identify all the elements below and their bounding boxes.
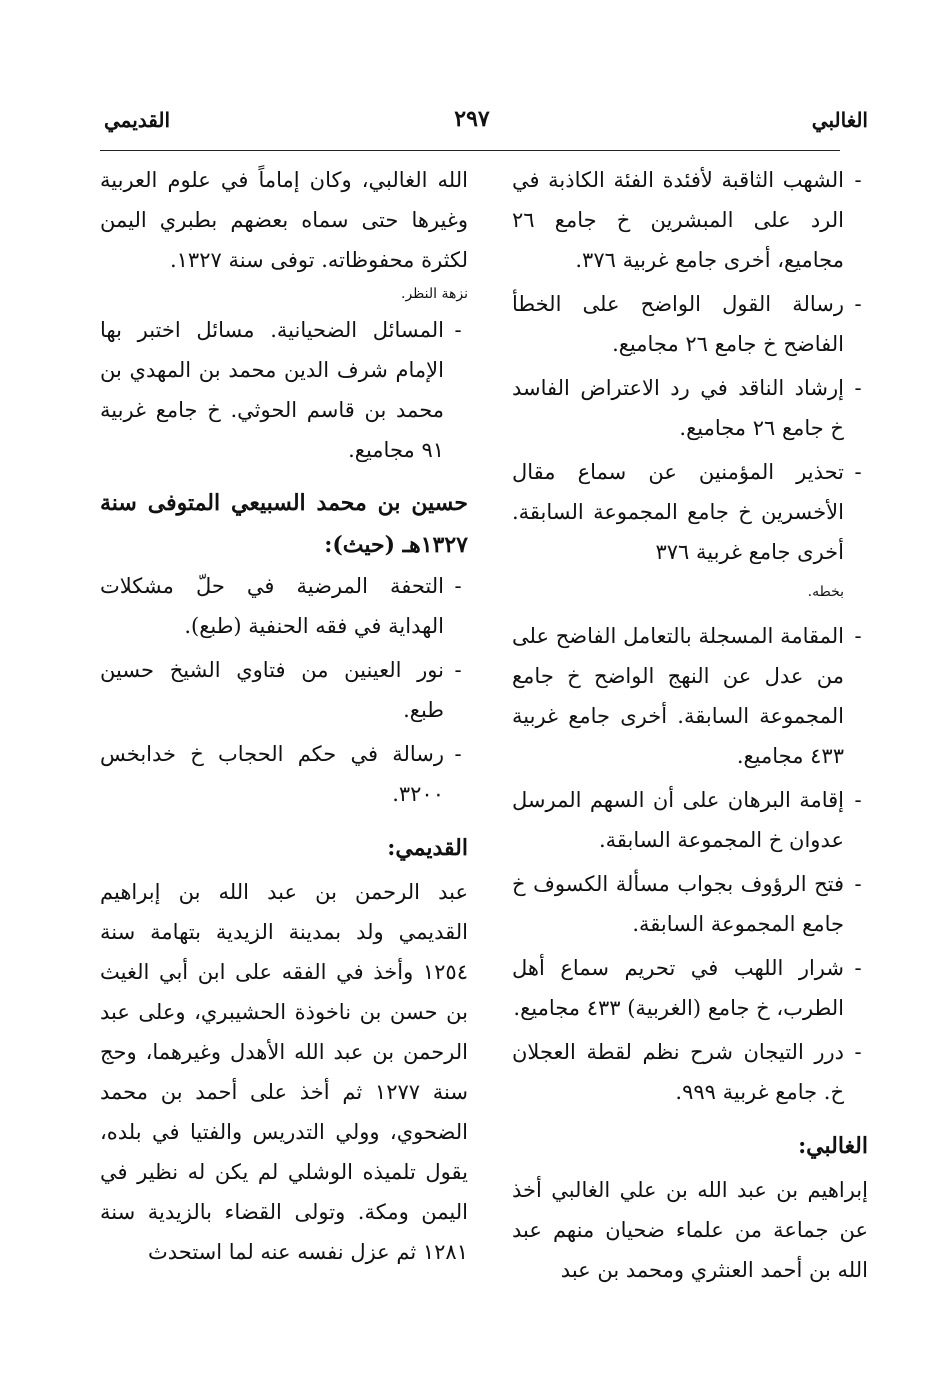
section-paragraph: إبراهيم بن عبد الله بن علي الغالبي أخذ عن جماعة من علماء ضحيان منهم عبد الله بن أحمد العنثري ومحمد بن عبد <box>512 1178 868 1282</box>
list-item <box>512 160 868 280</box>
entry-text: نور العينين من فتاوي الشيخ حسين طبع. <box>100 658 444 722</box>
page-number: ٢٩٧ <box>454 106 490 132</box>
list-item <box>100 566 468 646</box>
entry-text: إقامة البرهان على أن السهم المرسل عدوان خ المجموعة السابقة. <box>512 788 844 852</box>
bullet-dash: - <box>854 624 862 648</box>
bullet-dash: - <box>454 574 462 598</box>
list-item <box>512 1032 868 1112</box>
bullet-dash: - <box>454 658 462 682</box>
running-header-right: الغالبي <box>811 108 868 132</box>
person-heading: حسين بن محمد السبيعي المتوفى سنة ١٣٢٧هـ (حيث): <box>100 490 468 558</box>
running-header-left: القديمي <box>104 108 171 132</box>
entry-text: إرشاد الناقد في رد الاعتراض الفاسد خ جامع ٢٦ مجاميع. <box>512 376 844 440</box>
list-item <box>512 948 868 1028</box>
bullet-dash: - <box>854 1040 862 1064</box>
bullet-dash: - <box>854 788 862 812</box>
entry-note: بخطه. <box>807 584 844 600</box>
list-item <box>512 368 868 448</box>
bullet-dash: - <box>854 460 862 484</box>
bullet-dash: - <box>854 168 862 192</box>
entry-text: المسائل الضحيانية. مسائل اختبر بها الإمام شرف الدين محمد بن المهدي بن محمد بن قاسم الحوثي. خ جامع غربية ٩١ مجاميع. <box>100 318 444 462</box>
section-heading: الغالبي: <box>798 1133 868 1159</box>
list-item <box>100 650 468 730</box>
list-item <box>512 780 868 860</box>
left-column <box>100 160 468 1272</box>
source-note: نزهة النظر. <box>401 286 468 302</box>
entry-text: شرار اللهب في تحريم سماع أهل الطرب، خ جامع (الغربية) ٤٣٣ مجاميع. <box>512 956 844 1020</box>
list-item <box>100 310 468 470</box>
header-rule <box>100 150 840 151</box>
bullet-dash: - <box>854 872 862 896</box>
bullet-dash: - <box>854 292 862 316</box>
list-item <box>100 734 468 814</box>
bullet-dash: - <box>854 956 862 980</box>
section-paragraph: عبد الرحمن بن عبد الله بن إبراهيم القديمي ولد بمدينة الزيدية بتهامة سنة ١٢٥٤ وأخذ في الفقه على ابن أبي الغيث بن حسن بن ناخوذة الحشيبري، وعلى عبد الرحمن بن عبد الله الأهدل وغيرهما، وحج سنة ١٢٧٧ ثم أخذ على أحمد بن محمد الضحوي، وولي التدريس والفتيا في بلده، يقول تلميذه الوشلي لم يكن له نظير في اليمن ومكة. وتولى القضاء بالزيدية سنة ١٢٨١ ثم عزل نفسه عنه لما استحدث <box>100 880 468 1264</box>
entry-text: درر التيجان شرح نظم لقطة العجلان خ. جامع غربية ٩٩٩. <box>512 1040 844 1104</box>
list-item <box>512 452 868 612</box>
entry-text: رسالة في حكم الحجاب خ خدابخس ٣٢٠٠. <box>100 742 444 806</box>
entry-text: رسالة القول الواضح على الخطأ الفاضح خ جامع ٢٦ مجاميع. <box>512 292 844 356</box>
entry-text: تحذير المؤمنين عن سماع مقال الأخسرين خ جامع المجموعة السابقة. أخرى جامع غربية ٣٧٦ <box>512 460 844 564</box>
entry-text: الشهب الثاقبة لأفئدة الفئة الكاذبة في الرد على المبشرين خ جامع ٢٦ مجاميع، أخرى جامع غربية ٣٧٦. <box>512 168 844 272</box>
list-item <box>512 864 868 944</box>
bullet-dash: - <box>454 742 462 766</box>
intro-paragraph: الله الغالبي، وكان إماماً في علوم العربية وغيرها حتى سماه بعضهم بطبري اليمن لكثرة محفوظاته. توفى سنة ١٣٢٧. <box>100 168 468 272</box>
bullet-dash: - <box>454 318 462 342</box>
bullet-dash: - <box>854 376 862 400</box>
entry-text: المقامة المسجلة بالتعامل الفاضح على من عدل عن النهج الواضح خ جامع المجموعة السابقة. أخرى جامع غربية ٤٣٣ مجاميع. <box>512 624 844 768</box>
entry-text: التحفة المرضية في حلّ مشكلات الهداية في فقه الحنفية (طبع). <box>100 574 444 638</box>
section-heading: القديمي: <box>387 835 468 861</box>
entry-text: فتح الرؤوف بجواب مسألة الكسوف خ جامع المجموعة السابقة. <box>512 872 844 936</box>
list-item <box>512 284 868 364</box>
list-item <box>512 616 868 776</box>
right-column <box>512 160 868 1290</box>
